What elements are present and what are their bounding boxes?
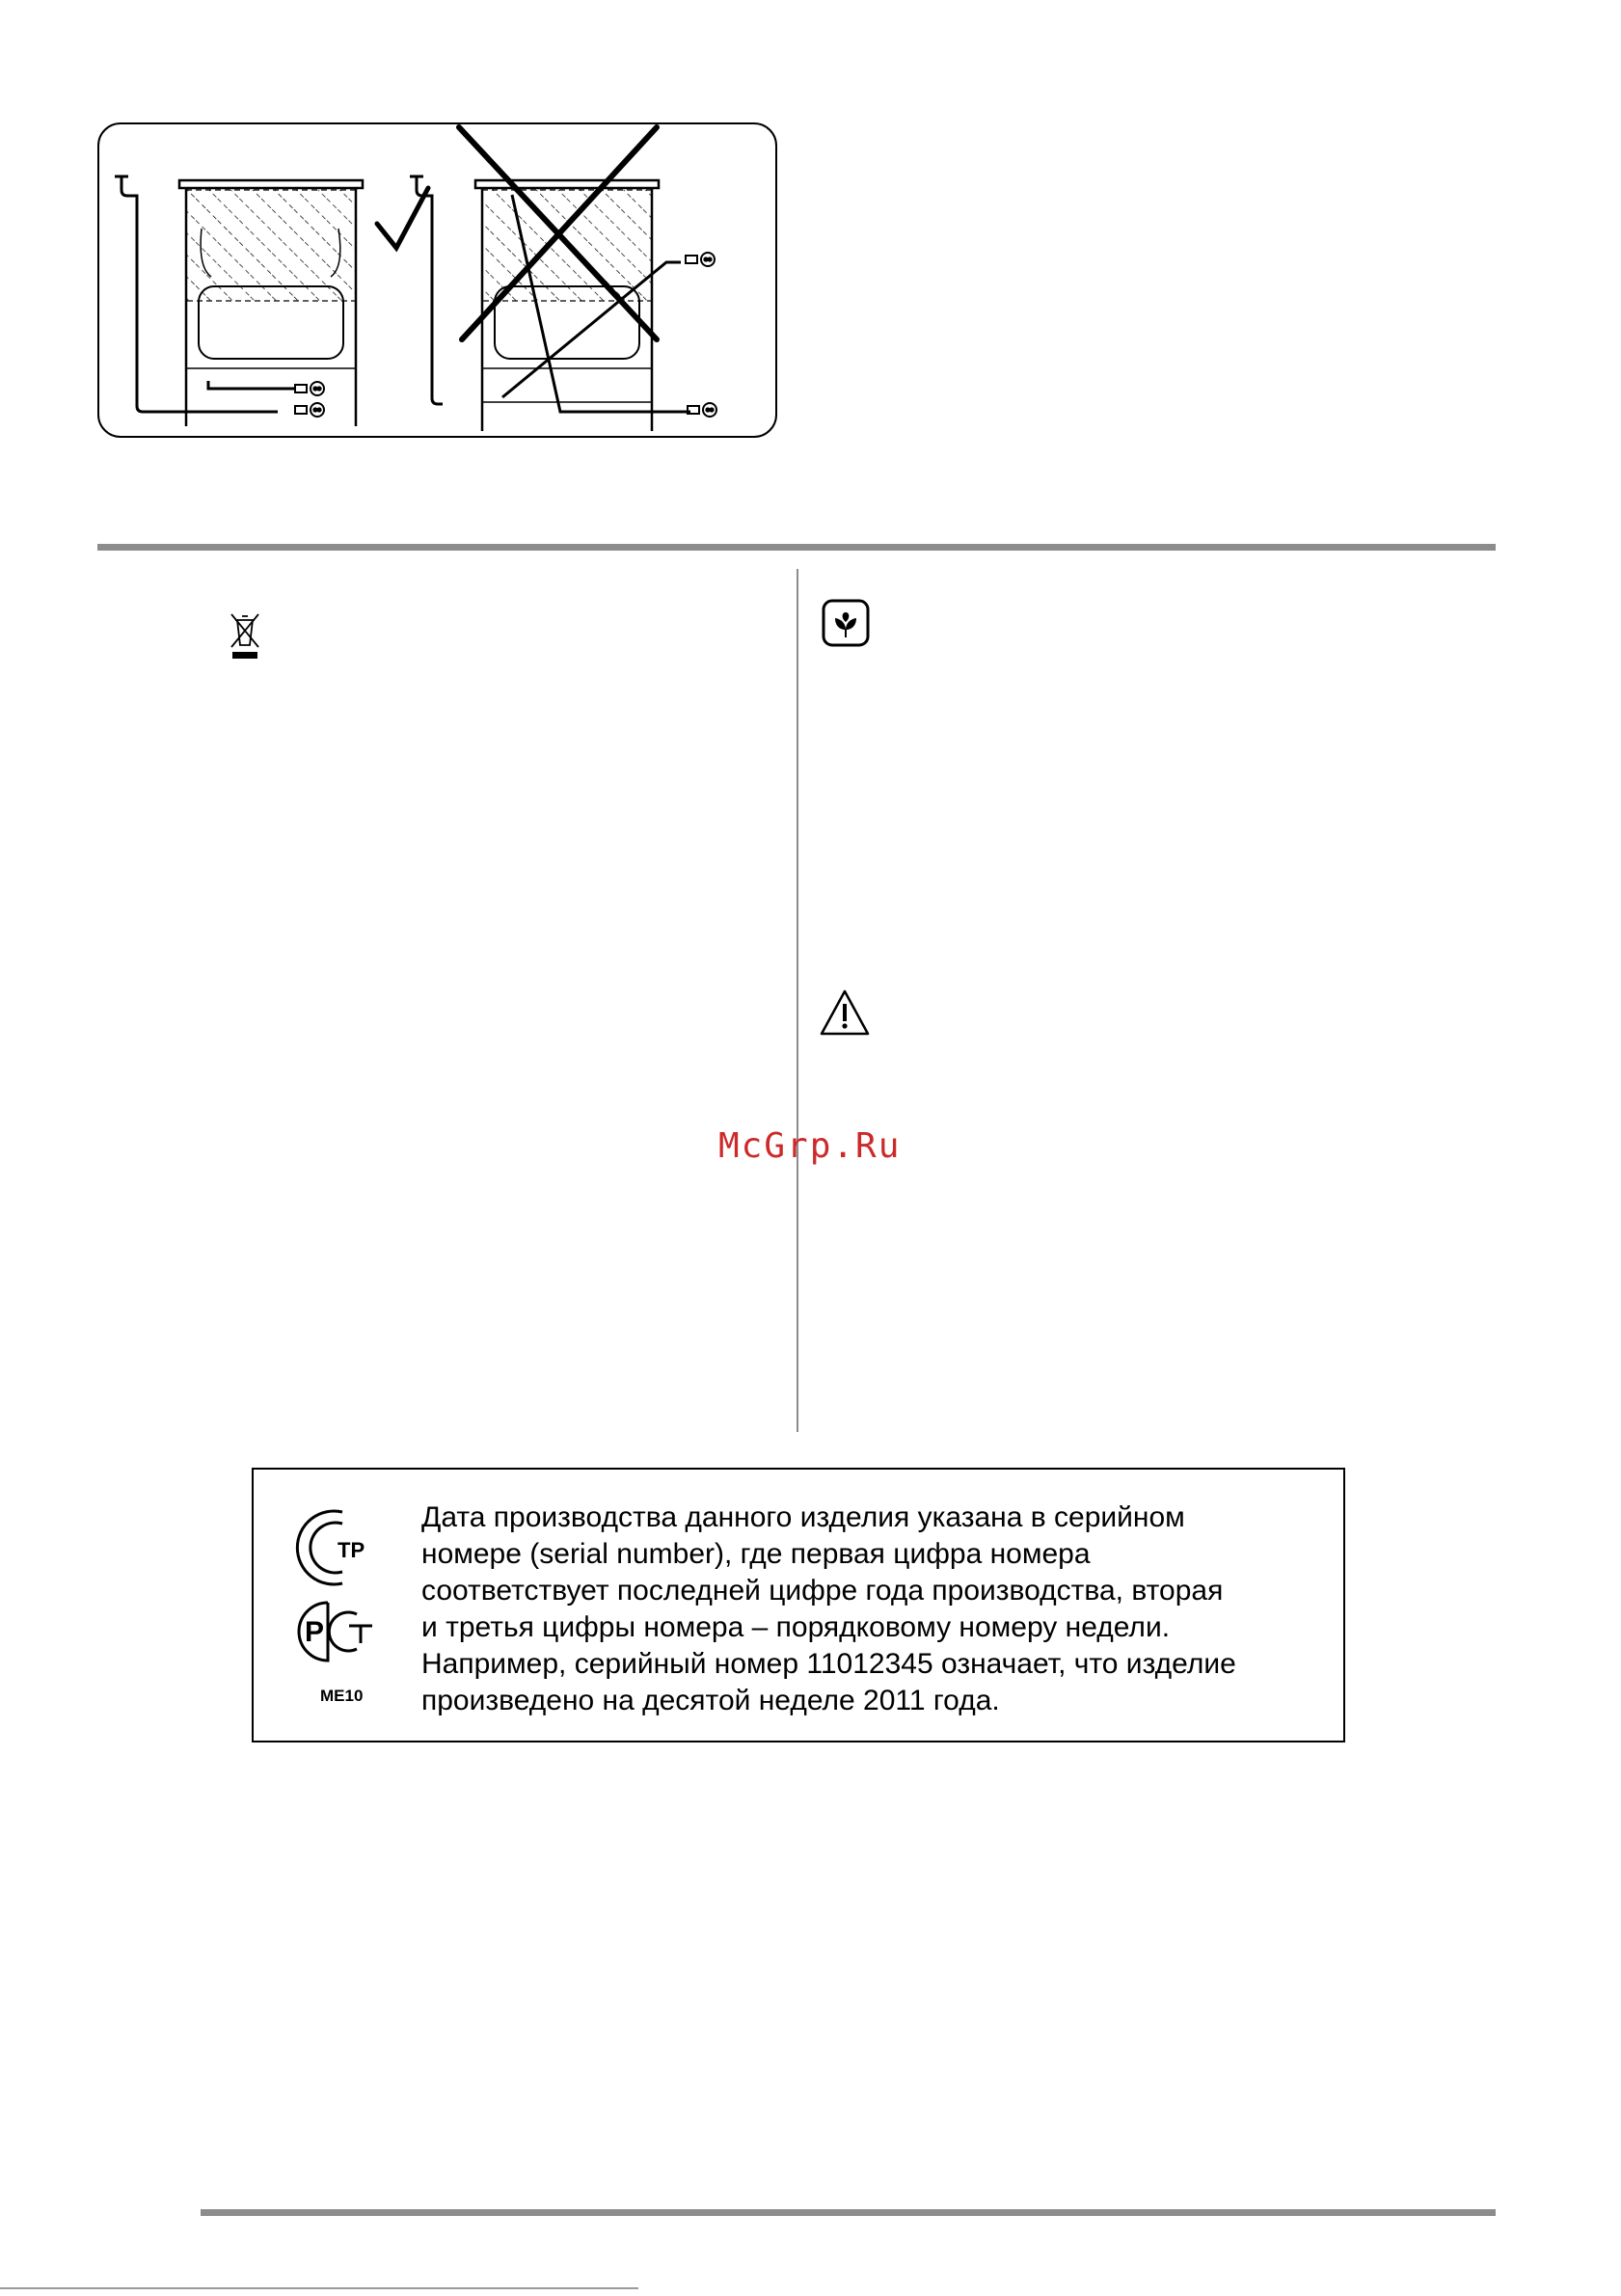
certification-marks bbox=[289, 1504, 395, 1688]
warning-triangle-icon bbox=[818, 987, 872, 1038]
svg-text:TP: TP bbox=[338, 1538, 365, 1562]
section-divider-bottom bbox=[201, 2209, 1496, 2216]
certification-code: ME10 bbox=[320, 1687, 364, 1705]
installation-diagram bbox=[97, 122, 777, 438]
incorrect-installation-appliance bbox=[410, 176, 716, 431]
section-divider-top bbox=[97, 544, 1496, 551]
crossed-bin-icon bbox=[229, 610, 261, 661]
column-divider bbox=[797, 569, 798, 1432]
manufacture-date-text: Дата производства данного изделия указана в серийном номере (serial number), где первая цифра номера соответствует последней цифре года производства, вторая и третья цифры номера – порядковому номеру недели. Например, серийный номер 11012345 означает, что изделие произведено на десятой неделе 2011 года. bbox=[421, 1501, 1236, 1716]
footer-line bbox=[0, 2287, 638, 2289]
svg-text:P: P bbox=[305, 1616, 325, 1648]
watermark-text: McGrp.Ru bbox=[718, 1126, 902, 1166]
pct-certification-mark-icon bbox=[299, 1603, 372, 1661]
eac-tr-mark-icon bbox=[297, 1511, 365, 1584]
eco-flower-icon bbox=[822, 599, 870, 647]
correct-installation-appliance bbox=[115, 176, 363, 426]
